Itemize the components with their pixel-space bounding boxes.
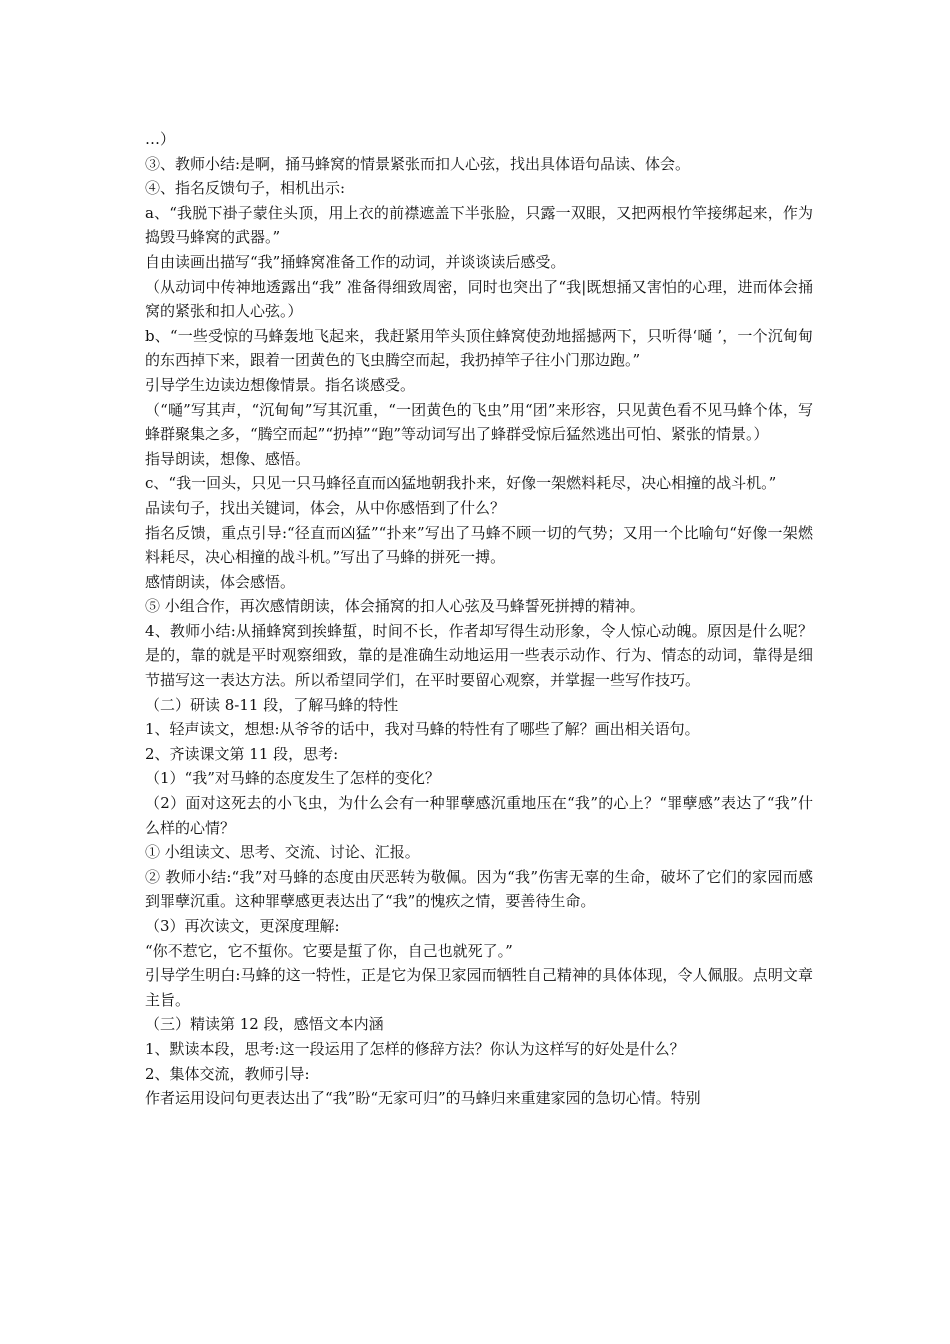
text-line: 指导朗读，想像、感悟。 — [145, 449, 311, 468]
text-line: 自由读画出描写“我”捅蜂窝准备工作的动词，并谈谈读后感受。 — [145, 252, 566, 271]
text-line: ③、教师小结:是啊，捅马蜂窝的情景紧张而扣人心弦，找出具体语句品读、体会。 — [145, 154, 691, 173]
text-line: ④、指名反馈句子，相机出示: — [145, 179, 346, 198]
text-line: 1、轻声读文，想想:从爷爷的话中，我对马蜂的特性有了哪些了解？画出相关语句。 — [145, 720, 700, 739]
document-body — [145, 127, 813, 1111]
text-line: 2、齐读课文第 11 段，思考: — [145, 744, 339, 763]
text-line: （从动词中传神地透露出“我” 准备得细致周密，同时也突出了“我|既想捅又害怕的心理，进而体会捅窝的紧张和扣人心弦。） — [145, 277, 813, 321]
text-line: c、“我一回头，只见一只马蜂径直而凶猛地朝我扑来，好像一架燃料耗尽，决心相撞的战斗机。” — [145, 474, 777, 493]
text-line: 作者运用设问句更表达出了“我”盼“无家可归”的马蜂归来重建家园的急切心情。特别 — [145, 1089, 701, 1108]
text-line: 感情朗读，体会感悟。 — [145, 572, 296, 591]
text-line: 1、默读本段，思考:这一段运用了怎样的修辞方法？你认为这样写的好处是什么？ — [145, 1039, 685, 1058]
text-line: 引导学生明白:马蜂的这一特性，正是它为保卫家园而牺牲自己精神的具体体现，令人佩服。点明文章主旨。 — [145, 966, 813, 1009]
text-line: ① 小组读文、思考、交流、讨论、汇报。 — [145, 843, 420, 862]
text-line: …） — [145, 130, 176, 148]
text-line: （3）再次读文，更深度理解: — [145, 917, 340, 935]
text-line: ⑤ 小组合作，再次感情朗读，体会捅窝的扣人心弦及马蜂誓死拼搏的精神。 — [145, 597, 645, 616]
text-line: a、“我脱下褂子蒙住头顶，用上衣的前襟遮盖下半张脸，只露一双眼，又把两根竹竿接绑起来，作为捣毁马蜂窝的武器。” — [145, 203, 813, 247]
text-line: b、“一些受惊的马蜂轰地飞起来，我赶紧用竿头顶住蜂窝使劲地摇撼两下，只听得‘嗵 ’，一个沉甸甸的东西掉下来，跟着一团黄色的飞虫腾空而起，我扔掉竿子往小门那边跑。” — [145, 326, 813, 370]
text-line: 指名反馈，重点引导:“径直而凶猛”“扑来”写出了马蜂不顾一切的气势；又用一个比喻句“好像一架燃料耗尽，决心相撞的战斗机。”写出了马蜂的拼死一搏。 — [145, 523, 813, 567]
section-heading: （三）精读第 12 段，感悟文本内涵 — [145, 1015, 384, 1034]
text-line: （1）“我”对马蜂的态度发生了怎样的变化？ — [145, 769, 440, 788]
section-heading: （二）研读 8-11 段，了解马蜂的特性 — [145, 695, 399, 714]
text-line: ② 教师小结:“我”对马蜂的态度由厌恶转为敬佩。因为“我”伤害无辜的生命，破坏了它们的家园而感到罪孽沉重。这种罪孽感更表达出了“我”的愧疚之情，要善待生命。 — [145, 867, 813, 911]
text-line: 2、集体交流，教师引导: — [145, 1064, 310, 1083]
quote-line: “你不惹它，它不蜇你。它要是蜇了你，自己也就死了。” — [145, 941, 513, 960]
text-line: 4、教师小结:从捅蜂窝到挨蜂蜇，时间不长，作者却写得生动形象，令人惊心动魄。原因是什么呢？是的，靠的就是平时观察细致，靠的是准确生动地运用一些表示动作、行为、情态的动词，靠得是细节描写这一表达方法。所以希望同学们，在平时要留心观察，并掌握一些写作技巧。 — [145, 621, 813, 690]
text-line: （2）面对这死去的小飞虫，为什么会有一种罪孽感沉重地压在“我”的心上？“罪孽感”表达了“我”什么样的心情？ — [145, 794, 813, 837]
text-line: 引导学生边读边想像情景。指名谈感受。 — [145, 375, 416, 394]
text-line: （“嗵”写其声，“沉甸甸”写其沉重，“一团黄色的飞虫”用“团”来形容，只见黄色看不见马蜂个体，写蜂群聚集之多，“腾空而起”“扔掉”“跑”等动词写出了蜂群受惊后猛然逃出可怕、紧张的情景。） — [145, 400, 813, 444]
text-line: 品读句子，找出关键词，体会，从中你感悟到了什么？ — [145, 498, 506, 517]
